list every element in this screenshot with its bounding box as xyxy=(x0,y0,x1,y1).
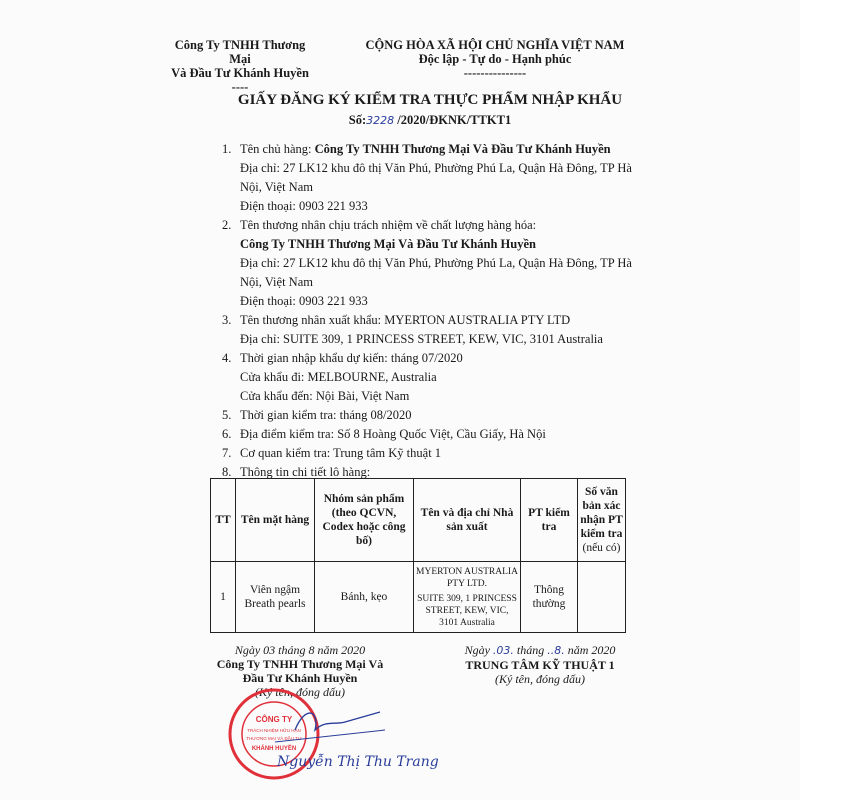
left-date: Ngày 03 tháng 8 năm 2020 xyxy=(234,643,366,657)
item-text: Tên thương nhân xuất khẩu: MYERTON AUSTRALIA PTY LTD xyxy=(240,313,571,327)
right-signature-block xyxy=(455,643,625,686)
item-number: 3. xyxy=(222,313,232,327)
item-body xyxy=(240,444,441,463)
date-prefix: Ngày xyxy=(464,643,493,657)
date-month: ..8. xyxy=(547,644,565,657)
cell-name: Viên ngậm Breath pearls xyxy=(236,562,315,633)
national-motto: Độc lập - Tự do - Hạnh phúc xyxy=(418,52,572,66)
item-text: Địa chỉ: SUITE 309, 1 PRINCESS STREET, KEW, VIC, 3101 Australia xyxy=(240,332,603,346)
item-number: 7. xyxy=(222,446,232,460)
col-doc-label: Số văn bản xác nhận PT kiểm tra xyxy=(580,486,623,540)
item-number: 6. xyxy=(222,427,232,441)
item-line xyxy=(240,292,642,311)
item-number: 1. xyxy=(222,142,232,156)
handwritten-signature-icon xyxy=(265,700,439,780)
col-manufacturer: Tên và địa chỉ Nhà sản xuất xyxy=(414,479,521,562)
doc-no-handwritten: 3228 xyxy=(366,114,395,127)
item-number: 4. xyxy=(222,351,232,365)
svg-text:KHÁNH HUYỀN: KHÁNH HUYỀN xyxy=(251,746,297,752)
item-text: Cửa khẩu đến: Nội Bài, Việt Nam xyxy=(240,389,410,403)
item-line xyxy=(240,197,642,216)
cell-tt: 1 xyxy=(211,562,236,633)
divider: --------------- xyxy=(463,66,527,80)
item-text: Địa điểm kiểm tra: Số 8 Hoàng Quốc Việt, Cầu Giấy, Hà Nội xyxy=(240,427,546,441)
col-product-group: Nhóm sản phẩm (theo QCVN, Codex hoặc công bố) xyxy=(315,479,414,562)
item-text: Cửa khẩu đi: MELBOURNE, Australia xyxy=(240,370,437,384)
item-body xyxy=(240,216,642,311)
item-line xyxy=(240,311,603,330)
item-line xyxy=(240,368,463,387)
item-body xyxy=(240,349,463,406)
item-number: 8. xyxy=(222,465,232,479)
table-row xyxy=(211,562,626,633)
col-product-name: Tên mặt hàng xyxy=(236,479,315,562)
item-line xyxy=(240,330,603,349)
item-body xyxy=(240,140,642,216)
item-number: 2. xyxy=(222,218,232,232)
maker-address: SUITE 309, 1 PRINCESS STREET, KEW, VIC, 3101 Australia xyxy=(417,593,517,628)
list-item xyxy=(222,444,642,463)
document-number xyxy=(0,113,860,128)
col-doc-note: (nếu có) xyxy=(582,542,621,554)
svg-text:THƯƠNG MẠI VÀ ĐẦU TƯ: THƯƠNG MẠI VÀ ĐẦU TƯ xyxy=(246,736,302,741)
date-day: .03. xyxy=(492,644,514,657)
divider: ---- xyxy=(231,80,249,94)
national-title: CỘNG HÒA XÃ HỘI CHỦ NGHĨA VIỆT NAM xyxy=(365,38,625,52)
document-title: GIẤY ĐĂNG KÝ KIỂM TRA THỰC PHẨM NHẬP KHẨU xyxy=(237,92,623,108)
item-line xyxy=(240,235,642,254)
maker-name: MYERTON AUSTRALIA PTY LTD. xyxy=(416,566,518,589)
left-org: Công Ty TNHH Thương Mại Và Đầu Tư Khánh Huyền xyxy=(216,657,384,685)
item-text: Địa chỉ: 27 LK12 khu đô thị Văn Phú, Phường Phú La, Quận Hà Đông, TP Hà Nội, Việt Nam xyxy=(240,161,632,194)
doc-no-label: Số: xyxy=(348,113,367,127)
item-body xyxy=(240,406,412,425)
doc-no-suffix: /2020/ĐKNK/TTKT1 xyxy=(394,113,512,127)
right-org: TRUNG TÂM KỸ THUẬT 1 xyxy=(465,658,615,672)
item-text: Tên thương nhân chịu trách nhiệm về chất lượng hàng hóa: xyxy=(240,218,537,232)
cell-doc xyxy=(578,562,626,633)
item-body xyxy=(240,311,603,349)
list-item xyxy=(222,425,642,444)
cell-manufacturer xyxy=(414,562,521,633)
item-bold: Công Ty TNHH Thương Mại Và Đầu Tư Khánh Huyền xyxy=(314,142,611,156)
national-header xyxy=(360,38,630,80)
list-item xyxy=(222,216,642,311)
cell-group: Bánh, kẹo xyxy=(315,562,414,633)
list-item xyxy=(222,349,642,406)
left-note: (Ký tên, đóng dấu) xyxy=(255,685,345,699)
svg-text:TRÁCH NHIỆM HỮU HẠN: TRÁCH NHIỆM HỮU HẠN xyxy=(247,728,301,733)
item-line xyxy=(240,406,412,425)
svg-text:CÔNG TY: CÔNG TY xyxy=(255,715,293,724)
item-line xyxy=(240,387,463,406)
item-text: Thông tin chi tiết lô hàng: xyxy=(240,465,371,479)
item-body xyxy=(240,425,546,444)
date-suffix: năm 2020 xyxy=(564,643,616,657)
signer-name: Nguyễn Thị Thu Trang xyxy=(277,754,439,770)
shipment-table xyxy=(210,478,626,633)
item-line xyxy=(240,140,642,159)
item-text: Cơ quan kiểm tra: Trung tâm Kỹ thuật 1 xyxy=(240,446,442,460)
item-line xyxy=(240,425,546,444)
table-header-row xyxy=(211,479,626,562)
list-item xyxy=(222,406,642,425)
item-label: Tên chủ hàng: xyxy=(240,142,315,156)
registration-items xyxy=(222,140,642,482)
col-tt: TT xyxy=(211,479,236,562)
item-text: Địa chỉ: 27 LK12 khu đô thị Văn Phú, Phường Phú La, Quận Hà Đông, TP Hà Nội, Việt Nam xyxy=(240,256,632,289)
list-item xyxy=(222,140,642,216)
col-doc xyxy=(578,479,626,562)
date-mid: tháng xyxy=(513,643,548,657)
item-line xyxy=(240,216,642,235)
list-item xyxy=(222,311,642,349)
item-text: Điện thoại: 0903 221 933 xyxy=(240,199,368,213)
item-line xyxy=(240,444,441,463)
right-date xyxy=(455,643,625,658)
item-line xyxy=(240,349,463,368)
col-method: PT kiểm tra xyxy=(521,479,578,562)
right-note: (Ký tên, đóng dấu) xyxy=(495,672,585,686)
company-name-line1: Công Ty TNHH Thương Mại xyxy=(174,38,306,66)
item-text: Điện thoại: 0903 221 933 xyxy=(240,294,368,308)
item-number: 5. xyxy=(222,408,232,422)
company-name-line2: Và Đầu Tư Khánh Huyền xyxy=(171,66,309,80)
cell-method: Thông thường xyxy=(521,562,578,633)
item-text: Thời gian nhập khẩu dự kiến: tháng 07/2020 xyxy=(240,351,463,365)
item-line xyxy=(240,254,642,292)
item-text: Thời gian kiểm tra: tháng 08/2020 xyxy=(240,408,412,422)
company-header xyxy=(165,38,315,94)
item-line xyxy=(240,159,642,197)
item-bold: Công Ty TNHH Thương Mại Và Đầu Tư Khánh Huyền xyxy=(240,237,536,251)
